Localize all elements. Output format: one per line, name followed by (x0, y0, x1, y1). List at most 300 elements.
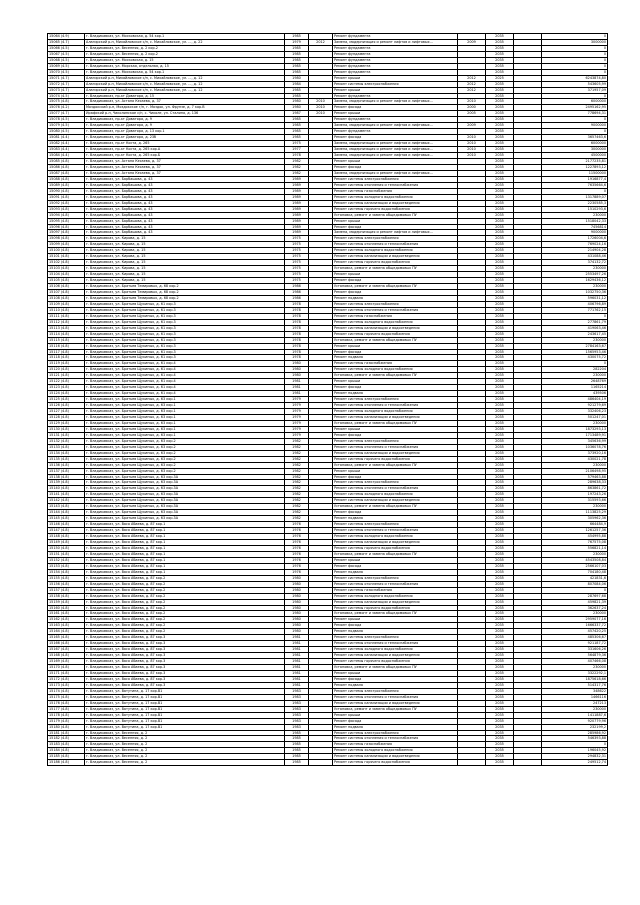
plan-year-cell: 2035 (486, 51, 514, 57)
cost-cell: 564879,36 (542, 653, 608, 659)
row-id: 15173 (4.8) (48, 682, 85, 688)
row-id: 15088 (4.8) (48, 176, 85, 182)
work-type-cell: Ремонт фасада (333, 623, 458, 629)
plan-year-cell: 2035 (486, 540, 514, 546)
plan-year-cell: 2035 (486, 141, 514, 147)
plan-year-cell: 2035 (486, 486, 514, 492)
cost-cell: 247213 (542, 700, 608, 706)
cost-cell: 230000 (542, 665, 608, 671)
work-type-cell: Ремонт фундамента (333, 93, 458, 99)
build-year-cell: 1982 (285, 444, 309, 450)
plan-year-cell: 2035 (486, 420, 514, 426)
plan-year-cell: 2035 (486, 307, 514, 313)
cost-cell: 430021,78 (542, 456, 608, 462)
row-id: 15065 (4.7) (48, 39, 85, 45)
build-year-cell: 1983 (285, 694, 309, 700)
cost-cell: 486404,19 (542, 397, 608, 403)
work-type-cell: Ремонт системы горячего водоснабжения (333, 605, 458, 611)
work-type-cell: Установка, ремонт и замена общедомовых ПУ (333, 212, 458, 218)
plan-year-cell: 2035 (486, 331, 514, 337)
last-repair-year-cell: 2010 (458, 153, 486, 159)
row-id: 15177 (4.8) (48, 706, 85, 712)
row-id: 15074 (4.5) (48, 93, 85, 99)
row-id: 15097 (4.8) (48, 230, 85, 236)
build-year-cell: 1978 (285, 355, 309, 361)
address-cell: г. Владикавказ, ул. Братьев Щукиных, д. 61 кор.4 (85, 361, 285, 367)
plan-year-cell: 2035 (486, 93, 514, 99)
build-year-cell: 1983 (285, 706, 309, 712)
work-type-cell: Установка, ремонт и замена общедомовых ПУ (333, 665, 458, 671)
plan-year-cell: 2035 (486, 516, 514, 522)
work-type-cell: Ремонт системы канализации и водоотведения (333, 254, 458, 260)
work-type-cell: Ремонт системы канализации и водоотведения (333, 540, 458, 546)
work-type-cell: Ремонт крыши (333, 218, 458, 224)
work-type-cell: Ремонт системы холодного водоснабжения (333, 194, 458, 200)
row-id: 15083 (4.4) (48, 147, 85, 153)
address-cell: г. Владикавказ, ул. Братьев Щукиных, д. 63 кор.1 (85, 409, 285, 415)
work-type-cell: Установка, ремонт и замена общедомовых ПУ (333, 420, 458, 426)
address-cell: г. Владикавказ, ул. Ватутина, д. 17 кор.В1 (85, 712, 285, 718)
address-cell: г. Владикавказ, ул. Братьев Щукиных, д. 63 кор.1 (85, 420, 285, 426)
work-type-cell: Ремонт фасада (333, 289, 458, 295)
address-cell: г. Владикавказ, ул. Братьев Темировых, д. 68 кор.2 (85, 289, 285, 295)
plan-year-cell: 2035 (486, 665, 514, 671)
address-cell: г. Владикавказ, ул. Ватутина, д. 17 кор.В1 (85, 694, 285, 700)
work-type-cell: Ремонт системы канализации и водоотведения (333, 754, 458, 760)
work-type-cell: Ремонт системы отопления и теплоснабжения (333, 528, 458, 534)
build-year-cell: 1989 (285, 212, 309, 218)
build-year-cell: 1985 (285, 760, 309, 766)
cost-cell: 196045,92 (542, 748, 608, 754)
address-cell: г. Владикавказ, ул. Весенняя, д. 2 (85, 760, 285, 766)
row-id: 15117 (4.8) (48, 349, 85, 355)
cost-cell: 287697,68 (542, 593, 608, 599)
work-type-cell: Ремонт системы горячего водоснабжения (333, 760, 458, 766)
build-year-cell: 1985 (285, 51, 309, 57)
row-id: 15119 (4.8) (48, 361, 85, 367)
row-id: 15160 (4.8) (48, 605, 85, 611)
address-cell: г. Владикавказ, ул. Васо Абаева, д. 87 кор.1 (85, 551, 285, 557)
build-year-cell: 1989 (285, 206, 309, 212)
cost-cell: 1113825,29 (542, 510, 608, 516)
plan-year-cell: 2035 (486, 170, 514, 176)
work-type-cell: Ремонт системы газоснабжения (333, 587, 458, 593)
row-id: 15118 (4.8) (48, 355, 85, 361)
work-type-cell: Ремонт подвала (333, 391, 458, 397)
address-cell: г. Владикавказ, ул. Братьев Щукиных, д. 63 кор.3А (85, 486, 285, 492)
last-repair-year-cell: 2000 (458, 105, 486, 111)
build-year-cell: 1982 (285, 170, 309, 176)
cost-cell: 1726004,6 (542, 236, 608, 242)
address-cell: г. Владикавказ, пр-кт Доватора, д. 9 (85, 117, 285, 123)
address-cell: г. Владикавказ, ул. Весенняя, д. 2 (85, 748, 285, 754)
work-type-cell: Ремонт крыши (333, 670, 458, 676)
row-id: 15179 (4.8) (48, 718, 85, 724)
build-year-cell: 1980 (285, 361, 309, 367)
work-type-cell: Ремонт системы отопления и теплоснабжения (333, 242, 458, 248)
cost-cell: 315593,66 (542, 498, 608, 504)
plan-year-cell: 2035 (486, 188, 514, 194)
address-cell: г. Владикавказ, ул. Васо Абаева, д. 87 кор.2 (85, 599, 285, 605)
plan-year-cell: 2035 (486, 724, 514, 730)
plan-year-cell: 2035 (486, 361, 514, 367)
plan-year-cell: 2035 (486, 57, 514, 63)
address-cell: г. Владикавказ, ул. Братьев Щукиных, д. 61 кор.3 (85, 349, 285, 355)
build-year-cell: 1975 (285, 141, 309, 147)
row-id: 15170 (4.8) (48, 665, 85, 671)
cost-cell: 332406,23 (542, 409, 608, 415)
work-type-cell: Замена, модернизация и ремонт лифтов и лифтовых... (333, 153, 458, 159)
work-type-cell: Ремонт системы отопления и теплоснабжения (333, 694, 458, 700)
build-year-cell: 1976 (285, 563, 309, 569)
address-cell: г. Владикавказ, ул. Барбашова, д. 43 (85, 182, 285, 188)
address-cell: г. Владикавказ, ул. Васо Абаева, д. 87 кор.3 (85, 641, 285, 647)
work-type-cell: Установка, ремонт и замена общедомовых ПУ (333, 284, 458, 290)
work-type-cell: Ремонт фундамента (333, 69, 458, 75)
address-cell: г. Владикавказ, ул. Барбашова, д. 43 (85, 188, 285, 194)
plan-year-cell: 2035 (486, 34, 514, 40)
build-year-cell: 1980 (285, 587, 309, 593)
row-id: 15109 (4.8) (48, 301, 85, 307)
plan-year-cell: 2035 (486, 266, 514, 272)
work-type-cell: Ремонт системы горячего водоснабжения (333, 331, 458, 337)
row-id: 15089 (4.8) (48, 182, 85, 188)
row-id: 15121 (4.8) (48, 373, 85, 379)
plan-year-cell: 2035 (486, 712, 514, 718)
work-type-cell: Установка, ремонт и замена общедомовых ПУ (333, 462, 458, 468)
build-year-cell: 1989 (285, 194, 309, 200)
address-cell: Алагирский р-н, Михайловское с/п, с. Михайловское, ул. ..., д. 12 (85, 75, 285, 81)
row-id: 15159 (4.8) (48, 599, 85, 605)
work-type-cell: Замена, модернизация и ремонт лифтов и лифтовых... (333, 170, 458, 176)
work-type-cell: Ремонт подвала (333, 355, 458, 361)
cost-cell: 921187,72 (542, 641, 608, 647)
build-year-cell: 1976 (285, 540, 309, 546)
build-year-cell: 1985 (285, 34, 309, 40)
work-type-cell: Ремонт системы отопления и теплоснабжения (333, 581, 458, 587)
address-cell: г. Владикавказ, ул. Васо Абаева, д. 87 кор.1 (85, 528, 285, 534)
address-cell: г. Владикавказ, ул. Братьев Темировых, д. 68 кор.2 (85, 295, 285, 301)
cost-cell: 232199,2 (542, 724, 608, 730)
work-type-cell: Ремонт системы отопления и теплоснабжения (333, 182, 458, 188)
address-cell: г. Владикавказ, ул. Братьев Щукиных, д. 61 кор.4 (85, 379, 285, 385)
cost-cell: 1036078,76 (542, 444, 608, 450)
address-cell: г. Владикавказ, ул. Кирова, д. 15 (85, 266, 285, 272)
plan-year-cell: 2035 (486, 760, 514, 766)
row-id: 15094 (4.8) (48, 212, 85, 218)
address-cell: г. Владикавказ, ул. Васо Абаева, д. 87 кор.2 (85, 587, 285, 593)
row-id: 15181 (4.8) (48, 730, 85, 736)
plan-year-cell: 2035 (486, 355, 514, 361)
row-id: 15079 (4.5) (48, 123, 85, 129)
cost-cell: 3000000 (542, 147, 608, 153)
work-type-cell: Ремонт системы отопления и теплоснабжения (333, 403, 458, 409)
build-year-cell: 1975 (285, 278, 309, 284)
row-id: 15091 (4.8) (48, 194, 85, 200)
build-year-cell: 1984 (285, 81, 309, 87)
plan-year-cell: 2035 (486, 135, 514, 141)
row-id: 15080 (4.5) (48, 129, 85, 135)
plan-year-cell: 2035 (486, 39, 514, 45)
cost-cell: 1873293,13 (542, 426, 608, 432)
plan-year-cell: 2035 (486, 438, 514, 444)
build-year-cell: 1980 (285, 617, 309, 623)
build-year-cell: 1983 (285, 700, 309, 706)
address-cell: г. Владикавказ, ул. Братьев Щукиных, д. 61 кор.4 (85, 391, 285, 397)
cost-cell: 277861,79 (542, 319, 608, 325)
work-type-cell: Ремонт системы холодного водоснабжения (333, 319, 458, 325)
work-type-cell: Ремонт крыши (333, 111, 458, 117)
build-year-cell: 1978 (285, 313, 309, 319)
row-id: 15148 (4.8) (48, 534, 85, 540)
row-id: 15184 (4.8) (48, 748, 85, 754)
row-id: 15082 (4.4) (48, 141, 85, 147)
row-id: 15162 (4.8) (48, 617, 85, 623)
row-id: 15168 (4.8) (48, 653, 85, 659)
plan-year-cell: 2035 (486, 182, 514, 188)
work-type-cell: Ремонт системы холодного водоснабжения (333, 248, 458, 254)
build-year-cell: 1976 (285, 534, 309, 540)
cost-cell: 2566107,03 (542, 563, 608, 569)
build-year-cell: 1980 (285, 581, 309, 587)
address-cell: г. Владикавказ, ул. Весенняя, д. 2 (85, 742, 285, 748)
plan-year-cell: 2035 (486, 278, 514, 284)
work-type-cell: Ремонт крыши (333, 272, 458, 278)
cost-cell: 431088,46 (542, 254, 608, 260)
work-type-cell: Ремонт системы горячего водоснабжения (333, 456, 458, 462)
address-cell: Алагирский р-н, Михайловское с/п, с. Михайловское, ул. ..., д. 22 (85, 39, 285, 45)
plan-year-cell: 2035 (486, 676, 514, 682)
plan-year-cell: 2035 (486, 670, 514, 676)
address-cell: г. Владикавказ, ул. Васо Абаева, д. 87 кор.3 (85, 676, 285, 682)
cost-cell: 0 (542, 117, 608, 123)
row-id: 15124 (4.8) (48, 391, 85, 397)
row-id: 15116 (4.8) (48, 343, 85, 349)
cost-cell: 230000 (542, 212, 608, 218)
cost-cell: 9000000 (542, 123, 608, 129)
cost-cell: 2177235,81 (542, 159, 608, 165)
overhaul-year-cell: 2010 (309, 111, 333, 117)
row-id: 15100 (4.8) (48, 248, 85, 254)
work-type-cell: Замена, модернизация и ремонт лифтов и лифтовых... (333, 141, 458, 147)
build-year-cell: 1980 (285, 599, 309, 605)
cost-cell: 920779,96 (542, 718, 608, 724)
row-id: 15122 (4.8) (48, 379, 85, 385)
cost-cell: 4500000 (542, 153, 608, 159)
plan-year-cell: 2035 (486, 403, 514, 409)
work-type-cell: Ремонт системы холодного водоснабжения (333, 647, 458, 653)
build-year-cell: 1985 (285, 730, 309, 736)
address-cell: г. Владикавказ, ул. Барбашова, д. 43 (85, 218, 285, 224)
plan-year-cell: 2035 (486, 313, 514, 319)
row-id: 15174 (4.8) (48, 688, 85, 694)
cost-cell: 243617,45 (542, 331, 608, 337)
address-cell: г. Владикавказ, ул. Братьев Щукиных, д. 63 кор.3А (85, 492, 285, 498)
build-year-cell: 1989 (285, 200, 309, 206)
build-year-cell: 1982 (285, 462, 309, 468)
address-cell: г. Владикавказ, ул. Московская, д. 54 кор.1 (85, 69, 285, 75)
build-year-cell: 1975 (285, 260, 309, 266)
address-cell: г. Владикавказ, пр-кт Коста, д. 265 кор.А (85, 147, 285, 153)
row-id: 15073 (4.7) (48, 87, 85, 93)
cost-cell: 406796,89 (542, 301, 608, 307)
address-cell: г. Владикавказ, ул. Братьев Щукиных, д. 63 кор.3А (85, 498, 285, 504)
build-year-cell: 1981 (285, 670, 309, 676)
plan-year-cell: 2035 (486, 641, 514, 647)
plan-year-cell: 2035 (486, 248, 514, 254)
work-type-cell: Ремонт системы электроснабжения (333, 397, 458, 403)
plan-year-cell: 2035 (486, 659, 514, 665)
build-year-cell: 1980 (285, 75, 309, 81)
build-year-cell: 1985 (285, 117, 309, 123)
build-year-cell: 1976 (285, 569, 309, 575)
address-cell: г. Владикавказ, ул. Астана Кесаева, д. 37 (85, 99, 285, 105)
row-id: 15108 (4.8) (48, 295, 85, 301)
address-cell: г. Владикавказ, ул. Барбашова, д. 43 (85, 206, 285, 212)
work-type-cell: Установка, ремонт и замена общедомовых ПУ (333, 337, 458, 343)
build-year-cell: 1985 (285, 45, 309, 51)
work-type-cell: Ремонт фасада (333, 105, 458, 111)
row-id: 15076 (4.2) (48, 105, 85, 111)
work-type-cell: Установка, ремонт и замена общедомовых ПУ (333, 504, 458, 510)
plan-year-cell: 2035 (486, 164, 514, 170)
row-id: 15110 (4.8) (48, 307, 85, 313)
address-cell: г. Владикавказ, пр-кт Доватора, д. 13 кор.1 (85, 129, 285, 135)
row-id: 15081 (4.4) (48, 135, 85, 141)
row-id: 15075 (4.8) (48, 99, 85, 105)
plan-year-cell: 2035 (486, 284, 514, 290)
cost-cell: 439506 (542, 391, 608, 397)
plan-year-cell: 2035 (486, 575, 514, 581)
plan-year-cell: 2035 (486, 444, 514, 450)
address-cell: г. Владикавказ, ул. Барбашова, д. 43 (85, 212, 285, 218)
build-year-cell: 1976 (285, 522, 309, 528)
work-type-cell: Ремонт крыши (333, 712, 458, 718)
last-repair-year-cell: 2012 (458, 75, 486, 81)
work-type-cell: Ремонт фасада (333, 563, 458, 569)
build-year-cell: 1985 (285, 69, 309, 75)
row-id: 15166 (4.8) (48, 641, 85, 647)
build-year-cell: 1981 (285, 676, 309, 682)
plan-year-cell: 2035 (486, 415, 514, 421)
row-id: 15180 (4.8) (48, 724, 85, 730)
cost-cell: 373920,16 (542, 450, 608, 456)
row-id: 15175 (4.8) (48, 694, 85, 700)
row-id: 15137 (4.8) (48, 468, 85, 474)
cost-cell: 0 (542, 57, 608, 63)
build-year-cell: 1975 (285, 272, 309, 278)
row-id: 15067 (4.5) (48, 51, 85, 57)
row-id: 15077 (4.7) (48, 111, 85, 117)
build-year-cell: 1985 (285, 63, 309, 69)
plan-year-cell: 2035 (486, 45, 514, 51)
work-type-cell: Ремонт системы канализации и водоотведения (333, 200, 458, 206)
cost-cell: 579463,88 (542, 474, 608, 480)
cost-cell: 0 (542, 63, 608, 69)
plan-year-cell: 2035 (486, 617, 514, 623)
cost-cell: 1227893,12 (542, 164, 608, 170)
plan-year-cell: 2035 (486, 123, 514, 129)
cost-cell: 704180,48 (542, 569, 608, 575)
address-cell: Ирафский р-н, Чиколинское с/п, с. Чиколе, ул. Сталина, д. 136 (85, 111, 285, 117)
cost-cell: 514317,76 (542, 682, 608, 688)
row-id: 15072 (4.7) (48, 81, 85, 87)
plan-year-cell: 2035 (486, 653, 514, 659)
work-type-cell: Установка, ремонт и замена общедомовых ПУ (333, 706, 458, 712)
build-year-cell: 1982 (285, 468, 309, 474)
build-year-cell: 1982 (285, 504, 309, 510)
work-type-cell: Ремонт системы канализации и водоотведения (333, 653, 458, 659)
plan-year-cell: 2035 (486, 111, 514, 117)
table-body (48, 34, 608, 766)
row-id: 15092 (4.8) (48, 200, 85, 206)
address-cell: г. Владикавказ, ул. Братьев Щукиных, д. 63 кор.3А (85, 516, 285, 522)
cost-cell: 331606,26 (542, 647, 608, 653)
plan-year-cell: 2035 (486, 105, 514, 111)
plan-year-cell: 2035 (486, 373, 514, 379)
build-year-cell: 1985 (285, 129, 309, 135)
build-year-cell: 1975 (285, 236, 309, 242)
cost-cell: 1565953,46 (542, 349, 608, 355)
address-cell: г. Владикавказ, ул. Ватутина, д. 17 кор.В1 (85, 706, 285, 712)
cost-cell: 1466116 (542, 694, 608, 700)
build-year-cell: 1982 (285, 164, 309, 170)
address-cell: г. Владикавказ, ул. Братьев Щукиных, д. 61 кор.3 (85, 355, 285, 361)
plan-year-cell: 2035 (486, 200, 514, 206)
row-id: 15161 (4.8) (48, 611, 85, 617)
address-cell: г. Владикавказ, ул. Барбашова, д. 43 (85, 194, 285, 200)
plan-year-cell: 2035 (486, 99, 514, 105)
plan-year-cell: 2035 (486, 117, 514, 123)
build-year-cell: 1980 (285, 367, 309, 373)
address-cell: г. Владикавказ, ул. Васо Абаева, д. 87 кор.1 (85, 563, 285, 569)
plan-year-cell: 2035 (486, 349, 514, 355)
address-cell: г. Владикавказ, ул. Васо Абаева, д. 87 кор.3 (85, 670, 285, 676)
work-type-cell: Ремонт системы холодного водоснабжения (333, 367, 458, 373)
plan-year-cell: 2035 (486, 468, 514, 474)
row-id: 15156 (4.8) (48, 581, 85, 587)
last-repair-year-cell: 2010 (458, 141, 486, 147)
plan-year-cell: 2035 (486, 694, 514, 700)
row-id: 15064 (4.9) (48, 34, 85, 40)
build-year-cell: 1978 (285, 331, 309, 337)
build-year-cell: 1985 (285, 57, 309, 63)
cost-cell: 374132,72 (542, 260, 608, 266)
cost-cell: 2553497,26 (542, 272, 608, 278)
work-type-cell: Ремонт крыши (333, 379, 458, 385)
build-year-cell: 1987 (285, 111, 309, 117)
plan-year-cell: 2035 (486, 153, 514, 159)
plan-year-cell: 2035 (486, 379, 514, 385)
address-cell: г. Владикавказ, ул. Братьев Щукиных, д. 61 кор.4 (85, 385, 285, 391)
build-year-cell: 1982 (285, 456, 309, 462)
row-id: 15096 (4.8) (48, 224, 85, 230)
row-id: 15105 (4.8) (48, 278, 85, 284)
work-type-cell: Ремонт системы холодного водоснабжения (333, 748, 458, 754)
plan-year-cell: 2035 (486, 730, 514, 736)
overhaul-year-cell: 2010 (309, 99, 333, 105)
build-year-cell: 1981 (285, 659, 309, 665)
plan-year-cell: 2035 (486, 385, 514, 391)
address-cell: г. Владикавказ, ул. Васо Абаева, д. 87 кор.2 (85, 617, 285, 623)
cost-cell: 457420,25 (542, 629, 608, 635)
build-year-cell: 1983 (285, 718, 309, 724)
work-type-cell: Установка, ремонт и замена общедомовых ПУ (333, 611, 458, 617)
row-id: 15078 (4.5) (48, 117, 85, 123)
build-year-cell: 1978 (285, 349, 309, 355)
address-cell: г. Владикавказ, ул. Васо Абаева, д. 87 кор.2 (85, 581, 285, 587)
row-id: 15107 (4.8) (48, 289, 85, 295)
